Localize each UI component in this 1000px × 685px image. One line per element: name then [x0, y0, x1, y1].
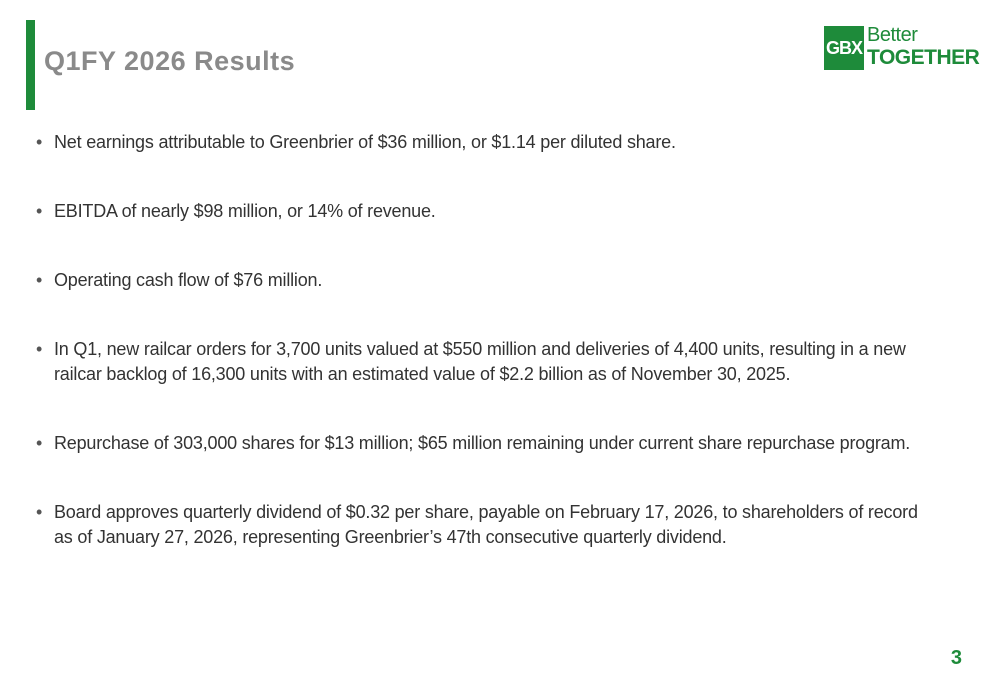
logo-tagline-better: Better: [867, 24, 918, 46]
results-bullet-list: [36, 130, 936, 550]
bullet-net-earnings: • Net earnings attributable to Greenbrier of $36 million, or $1.14 per diluted share.: [36, 130, 936, 155]
bullet-dividend: • Board approves quarterly dividend of $0.32 per share, payable on February 17, 2026, to shareholders of record as of January 27, 2026, representing Greenbrier’s 47th consecutive quarterly dividend.: [36, 500, 936, 550]
company-logo: [824, 24, 980, 72]
page-number: 3: [950, 647, 962, 669]
bullet-operating-cash-flow: • Operating cash flow of $76 million.: [36, 268, 936, 293]
title-accent-bar: [26, 20, 35, 110]
page-title: Q1FY 2026 Results: [44, 46, 296, 76]
logo-mark: GBX: [824, 26, 864, 70]
bullet-ebitda: • EBITDA of nearly $98 million, or 14% of revenue.: [36, 199, 936, 224]
bullet-share-repurchase: • Repurchase of 303,000 shares for $13 million; $65 million remaining under current share repurchase program.: [36, 431, 936, 456]
bullet-railcar-orders: • In Q1, new railcar orders for 3,700 units valued at $550 million and deliveries of 4,400 units, resulting in a new railcar backlog of 16,300 units with an estimated value of $2.2 billion as of November 30, 2025.: [36, 337, 936, 387]
logo-tagline-together: TOGETHER: [867, 46, 980, 69]
